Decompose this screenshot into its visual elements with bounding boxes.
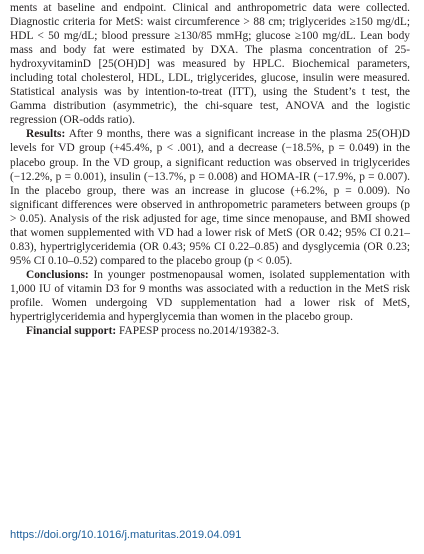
results-heading: Results:: [26, 128, 66, 141]
conclusions-text: In younger postmenopausal women, isolated supplementation with 1,000 IU of vitamin D3 for 9 months was associated with a reduction in the MetS risk profile. Women undergoing VD supplementation had a lower risk of MetS, hypertriglyceridemia and hyperglycemia than women in the placebo group.: [10, 268, 410, 324]
conclusions-heading: Conclusions:: [26, 268, 89, 281]
methods-text: ments at baseline and endpoint. Clinical and anthropometric data were collected. Diagnostic criteria for MetS: waist circumference > 88 cm; triglycerides ≥150 mg/dL; HDL < 50 mg/dL; blood pressure ≥130/85 mmHg; glucose ≥100 mg/dL. Lean body mass and body fat were estimated by DXA. The plasma concentration of 25-hydroxyvitaminD [25(OH)D] was measured by HPLC. Biochemical parameters, including total cholesterol, HDL, LDL, triglycerides, glucose, insulin were measured. Statistical analysis was by intention-to-treat (ITT), using the Student’s t test, the Gamma distribution (asymmetric), the chi-square test, ANOVA and the logistic regression (OR-odds ratio).: [10, 2, 410, 127]
results-paragraph: [10, 127, 410, 267]
conclusions-paragraph: [10, 268, 410, 324]
funding-heading: Financial support:: [26, 325, 117, 338]
methods-paragraph: [10, 1, 410, 127]
doi-link[interactable]: https://doi.org/10.1016/j.maturitas.2019.04.091: [10, 529, 242, 541]
funding-text: FAPESP process no.2014/19382-3.: [116, 325, 280, 338]
results-text: After 9 months, there was a significant increase in the plasma 25(OH)D levels for VD group (+45.4%, p < .001), and a decrease (−18.5%, p = 0.049) in the placebo group. In the VD group, a significant reduction was observed in triglycerides (−12.2%, p = 0.001), insulin (−13.7%, p = 0.008) and HOMA-IR (−17.9%, p = 0.007). In the placebo group, there was an increase in glucose (+6.2%, p = 0.009). No significant differences were observed in anthropometric parameters between groups (p > 0.05). Analysis of the risk adjusted for age, time since menopause, and BMI showed that women supplemented with VD had a lower risk of MetS (OR 0.42; 95% CI 0.21–0.83), hypertriglyceridemia (OR 0.43; 95% CI 0.22–0.85) and dysglycemia (OR 0.23; 95% CI 0.10–0.52) compared to the placebo group (p < 0.05).: [10, 128, 410, 267]
funding-paragraph: [10, 324, 410, 338]
